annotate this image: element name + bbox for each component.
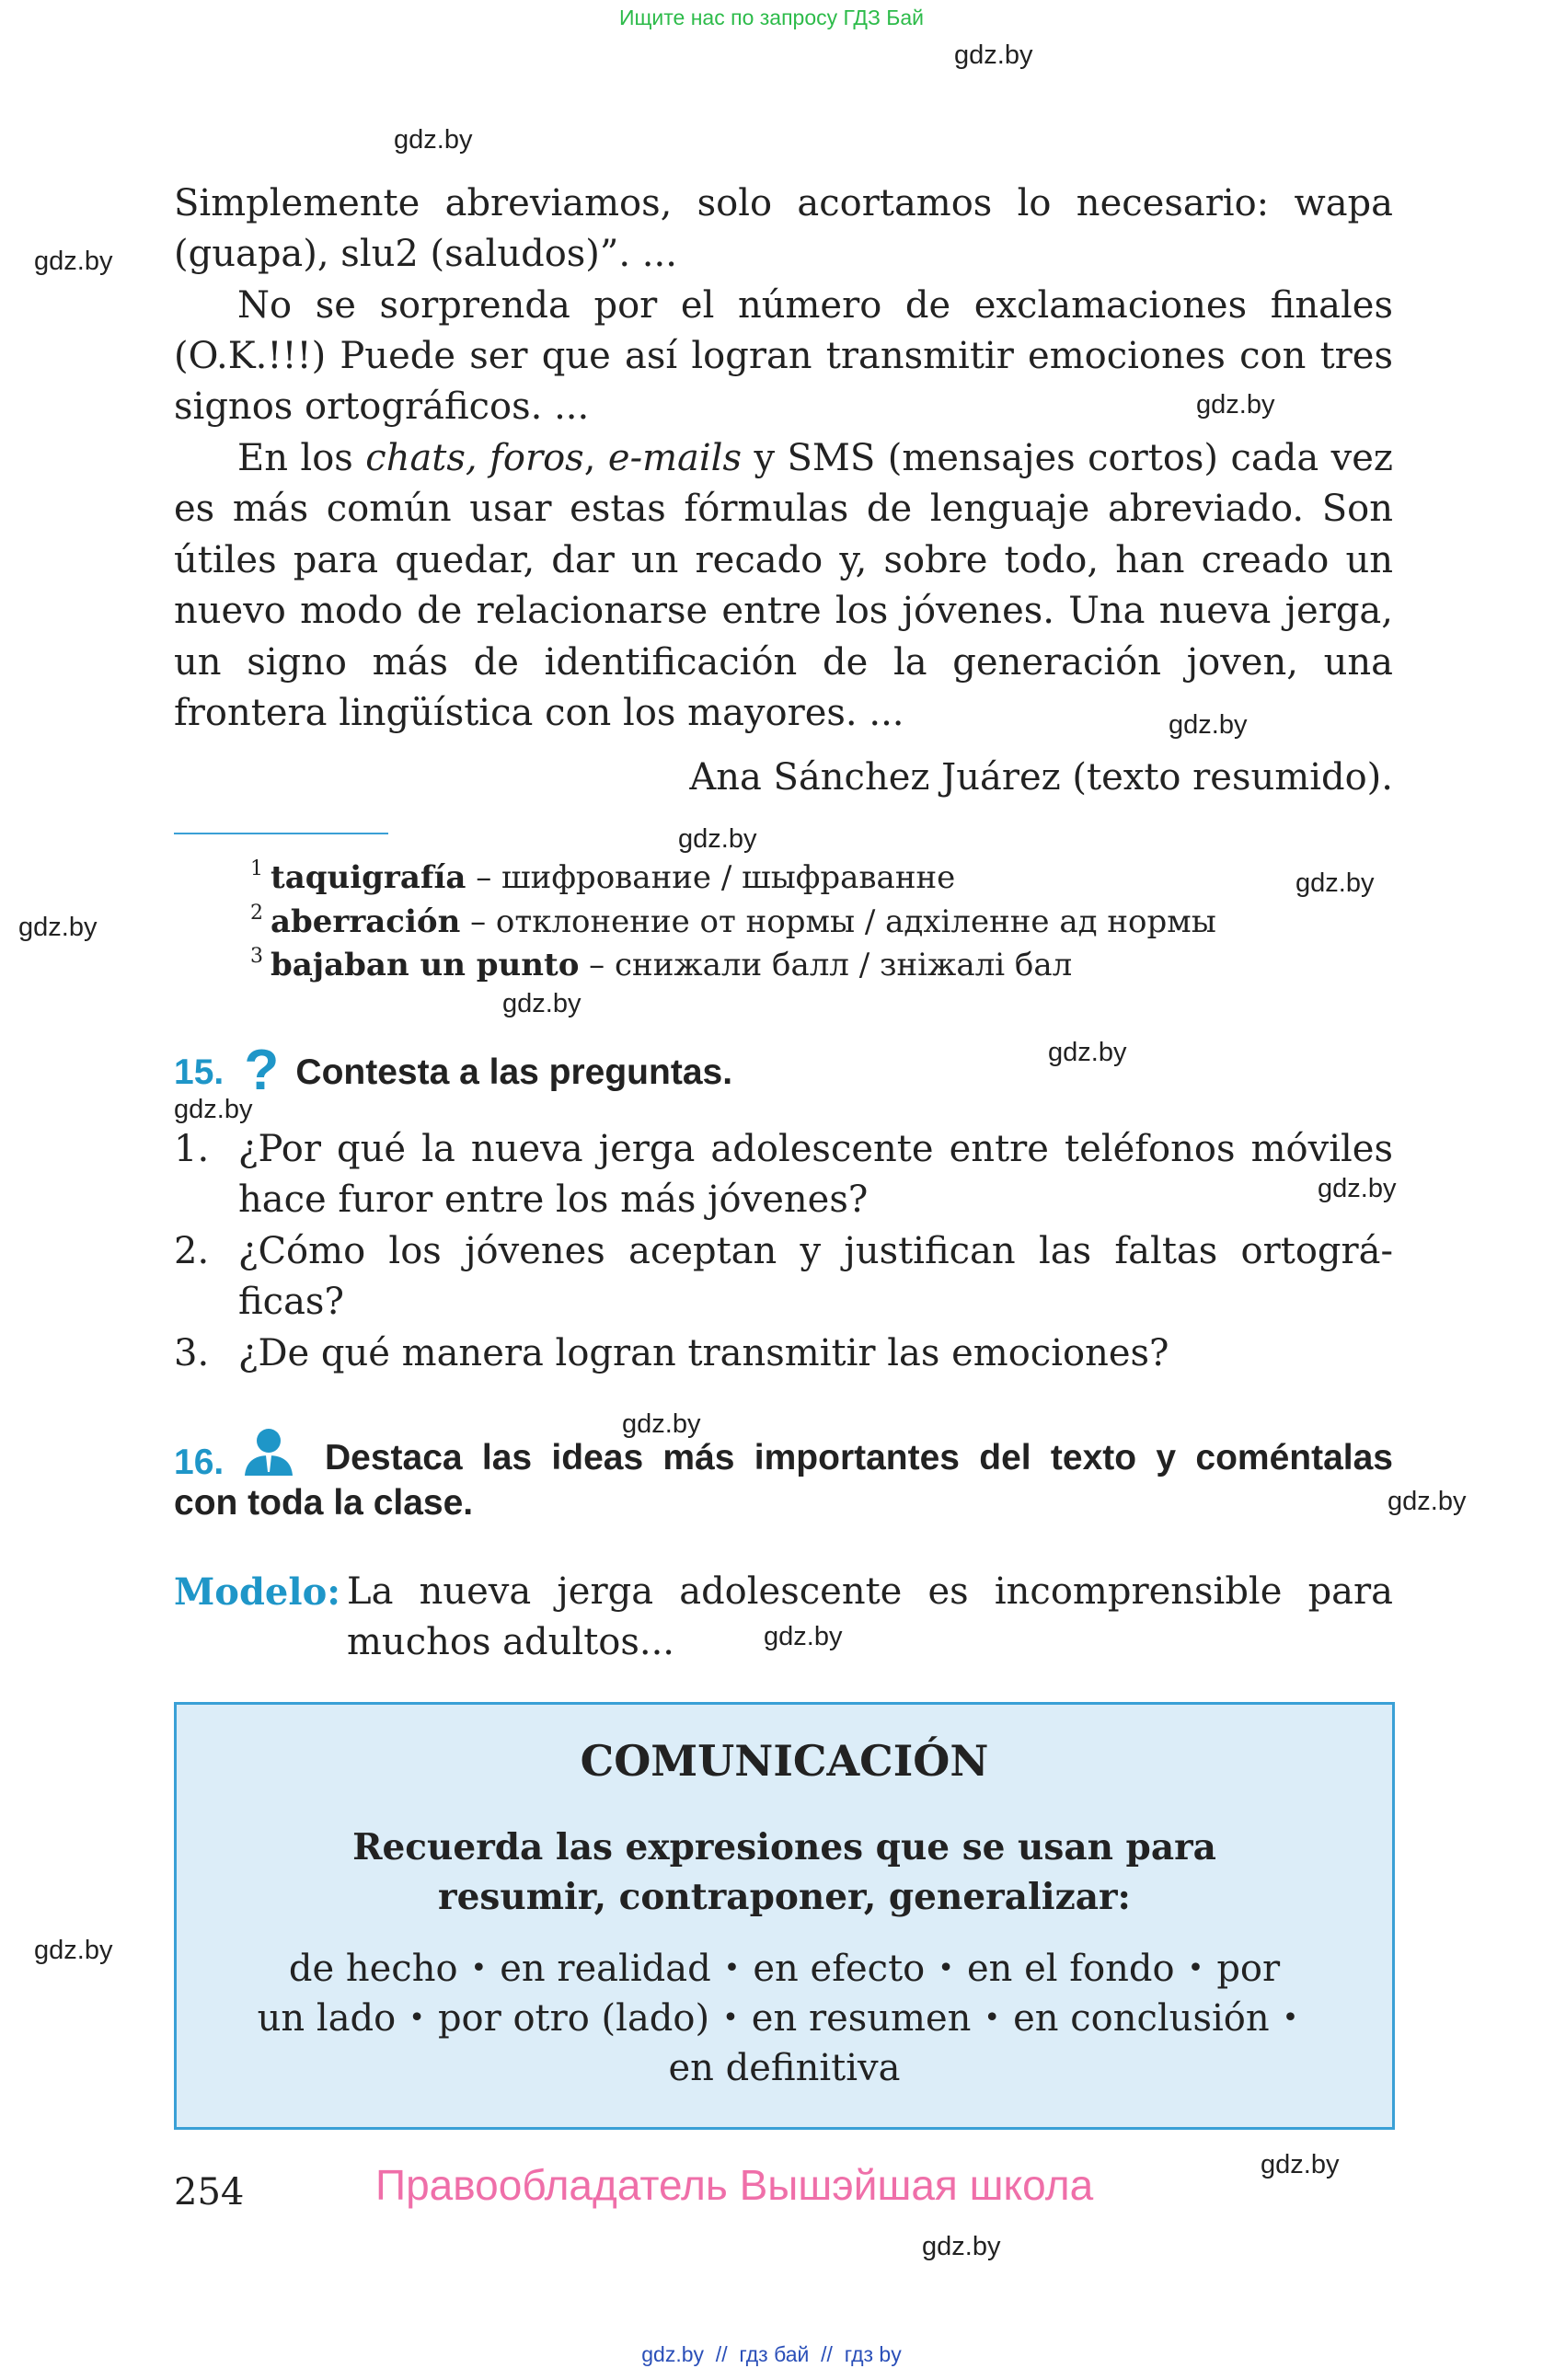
watermark: gdz.by (622, 1409, 701, 1439)
task-number: 16. (174, 1443, 225, 1482)
person-icon (241, 1426, 296, 1477)
watermark: gdz.by (678, 824, 757, 854)
question-text: ¿De qué manera logran transmitir las emociones? (238, 1332, 1169, 1374)
footer-links[interactable]: gdz.by // гдз бай // гдз by (641, 2342, 902, 2366)
author-credit: Ana Sánchez Juárez (texto resumido). (689, 756, 1393, 799)
task-16-title-line-1: Destaca las ideas más importantes del texto y coméntalas (325, 1438, 1393, 1477)
footnote-3: $^3$ bajaban un punto – снижали балл / зніжалі бал (250, 945, 1073, 983)
paragraph-1-line-2: (guapa), slu2 (saludos)”. ... (174, 233, 677, 275)
footnote-divider (174, 833, 388, 834)
task-number: 15. (174, 1052, 225, 1092)
question-text: ficas? (238, 1281, 344, 1323)
model-label: Modelo: (174, 1570, 341, 1614)
paragraph-3-line-3: útiles para quedar, dar un recado y, sobre todo, han creado un (174, 539, 1393, 581)
paragraph-3-line-6: frontera lingüística con los mayores. ... (174, 692, 904, 734)
model-line-2: muchos adultos... (347, 1621, 675, 1663)
task-title: Contesta a las preguntas. (295, 1052, 733, 1092)
expressions-line-2: un lado • por otro (lado) • en resumen • en conclusión • (257, 1997, 1299, 2040)
watermark: gdz.by (34, 1936, 113, 1965)
watermark: gdz.by (1196, 390, 1275, 420)
question-icon: ? (244, 1039, 280, 1102)
watermark: gdz.by (1261, 2150, 1340, 2179)
rights-holder: Правообладатель Вышэйшая школа (375, 2161, 1094, 2209)
box-subtitle-line-2: resumir, contraponer, generalizar: (438, 1876, 1131, 1918)
watermark: gdz.by (18, 913, 98, 942)
paragraph-2-line-2: (O.K.!!!) Puede ser que así logran transmitir emociones con tres (174, 335, 1393, 377)
paragraph-2-line-1: No se sorprenda por el número de exclamaciones finales (237, 284, 1393, 327)
box-subtitle-line-1: Recuerda las expresiones que se usan para (352, 1826, 1216, 1868)
paragraph-3-line-4: nuevo modo de relacionarse entre los jóvenes. Una nueva jerga, (174, 590, 1393, 632)
paragraph-2-line-3: signos ortográficos. ... (174, 385, 590, 428)
model-line-1: La nueva jerga adolescente es incomprensible para (347, 1570, 1393, 1613)
watermark: gdz.by (1318, 1174, 1397, 1203)
paragraph-3-line-1: En los chats, foros, e-mails y SMS (mensajes cortos) cada vez (237, 437, 1394, 479)
watermark: gdz.by (764, 1622, 843, 1651)
box-title: COMUNICACIÓN (580, 1736, 989, 1786)
paragraph-3-line-5: un signo más de identificación de la generación joven, una (174, 641, 1393, 684)
communication-box (174, 1702, 1395, 2130)
watermark: gdz.by (954, 40, 1033, 70)
watermark: gdz.by (174, 1095, 253, 1124)
watermark: gdz.by (1048, 1038, 1127, 1067)
footnote-2: $^2$ aberración – отклонение от нормы / адхіленне ад нормы (250, 902, 1216, 940)
question-text: hace furor entre los más jóvenes? (238, 1179, 869, 1221)
question-text: ¿Por qué la nueva jerga adolescente entre teléfonos móviles (238, 1128, 1393, 1170)
task-16-title-line-2: con toda la clase. (174, 1483, 474, 1523)
watermark: gdz.by (394, 125, 473, 155)
question-number: 3. (174, 1332, 210, 1374)
watermark: gdz.by (1295, 868, 1375, 898)
question-text: ¿Cómo los jóvenes aceptan y justifican las faltas ortográ- (238, 1230, 1393, 1272)
paragraph-3-line-2: es más común usar estas fórmulas de lenguaje abreviado. Son (174, 488, 1393, 530)
paragraph-1-line-1: Simplemente abreviamos, solo acortamos lo necesario: wapa (174, 182, 1393, 224)
page-number: 254 (174, 2171, 245, 2213)
watermark: gdz.by (1388, 1487, 1467, 1516)
expressions-line-1: de hecho • en realidad • en efecto • en el fondo • por (288, 1948, 1281, 1990)
question-number: 1. (174, 1128, 210, 1170)
footnote-1: $^1$ taquigrafía – шифрование / шыфраванне (250, 857, 956, 896)
expressions-line-3: en definitiva (668, 2047, 901, 2089)
watermark: gdz.by (502, 989, 582, 1018)
question-number: 2. (174, 1230, 210, 1272)
search-hint: Ищите нас по запросу ГДЗ Бай (618, 6, 925, 29)
watermark: gdz.by (1169, 710, 1248, 740)
watermark: gdz.by (922, 2232, 1001, 2261)
task-15-header (174, 1038, 732, 1103)
watermark: gdz.by (34, 247, 113, 276)
